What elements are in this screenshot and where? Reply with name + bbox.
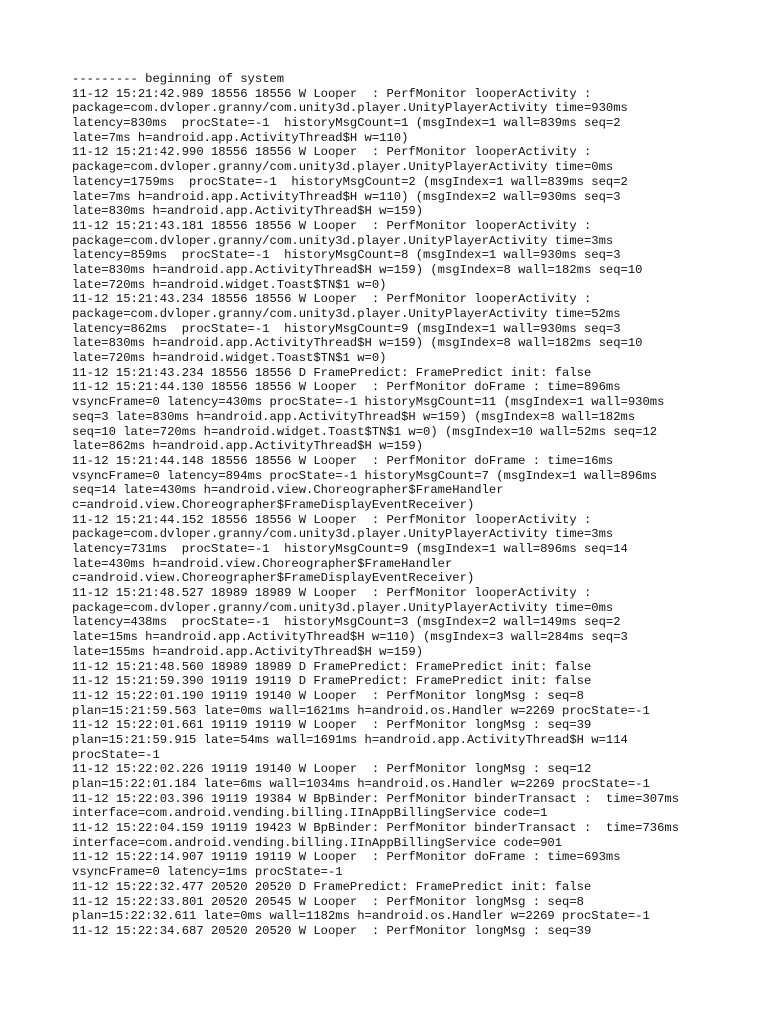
log-line: 11-12 15:21:44.152 18556 18556 W Looper : PerfMonitor looperActivity : [72, 512, 592, 527]
log-line: 11-12 15:22:01.190 19119 19140 W Looper : PerfMonitor longMsg : seq=8 [72, 688, 584, 703]
log-line: package=com.dvloper.granny/com.unity3d.player.UnityPlayerActivity time=0ms [72, 600, 614, 615]
log-line: 11-12 15:22:01.661 19119 19119 W Looper : PerfMonitor longMsg : seq=39 [72, 718, 592, 733]
log-line: 11-12 15:22:02.226 19119 19140 W Looper : PerfMonitor longMsg : seq=12 [72, 762, 592, 777]
log-line: --------- beginning of system [72, 72, 285, 86]
log-line: plan=15:21:59.915 late=54ms wall=1691ms h=android.app.ActivityThread$H w=114 [72, 732, 628, 747]
log-line: 11-12 15:21:43.234 18556 18556 D FramePredict: FramePredict init: false [72, 365, 592, 380]
log-line: late=830ms h=android.app.ActivityThread$H w=159) [72, 204, 424, 219]
log-line: late=830ms h=android.app.ActivityThread$H w=159) (msgIndex=8 wall=182ms seq=10 [72, 262, 643, 277]
log-line: late=862ms h=android.app.ActivityThread$H w=159) [72, 439, 424, 454]
log-line: 11-12 15:21:59.390 19119 19119 D FramePredict: FramePredict init: false [72, 674, 592, 689]
log-line: seq=10 late=720ms h=android.widget.Toast$TN$1 w=0) (msgIndex=10 wall=52ms seq=12 [72, 424, 658, 439]
log-line: package=com.dvloper.granny/com.unity3d.player.UnityPlayerActivity time=3ms [72, 233, 614, 248]
log-line: package=com.dvloper.granny/com.unity3d.player.UnityPlayerActivity time=0ms [72, 160, 614, 175]
log-line: vsyncFrame=0 latency=430ms procState=-1 historyMsgCount=11 (msgIndex=1 wall=930ms [72, 395, 665, 410]
log-line: plan=15:21:59.563 late=0ms wall=1621ms h=android.os.Handler w=2269 procState=-1 [72, 703, 650, 718]
log-line: 11-12 15:21:42.989 18556 18556 W Looper : PerfMonitor looperActivity : [72, 86, 592, 101]
log-line: 11-12 15:22:14.907 19119 19119 W Looper : PerfMonitor doFrame : time=693ms [72, 850, 621, 865]
log-line: vsyncFrame=0 latency=894ms procState=-1 historyMsgCount=7 (msgIndex=1 wall=896ms [72, 468, 658, 483]
log-line: late=7ms h=android.app.ActivityThread$H w=110) [72, 130, 409, 145]
log-line: interface=com.android.vending.billing.IInAppBillingService code=1 [72, 806, 548, 821]
log-line: 11-12 15:21:44.148 18556 18556 W Looper : PerfMonitor doFrame : time=16ms [72, 453, 614, 468]
log-line: 11-12 15:22:04.159 19119 19423 W BpBinder: PerfMonitor binderTransact : time=736ms [72, 821, 680, 836]
log-line: late=15ms h=android.app.ActivityThread$H w=110) (msgIndex=3 wall=284ms seq=3 [72, 630, 628, 645]
log-line: c=android.view.Choreographer$FrameDisplayEventReceiver) [72, 497, 475, 512]
log-line: 11-12 15:21:42.990 18556 18556 W Looper : PerfMonitor looperActivity : [72, 145, 592, 160]
log-line: package=com.dvloper.granny/com.unity3d.player.UnityPlayerActivity time=52ms [72, 307, 621, 321]
log-line: seq=14 late=430ms h=android.view.Choreographer$FrameHandler [72, 483, 504, 498]
log-line: vsyncFrame=0 latency=1ms procState=-1 [72, 865, 343, 880]
log-line: latency=1759ms procState=-1 historyMsgCount=2 (msgIndex=1 wall=839ms seq=2 [72, 174, 628, 189]
log-line: plan=15:22:32.611 late=0ms wall=1182ms h=android.os.Handler w=2269 procState=-1 [72, 909, 650, 924]
log-line: latency=731ms procState=-1 historyMsgCount=9 (msgIndex=1 wall=896ms seq=14 [72, 542, 628, 556]
log-line: latency=859ms procState=-1 historyMsgCount=8 (msgIndex=1 wall=930ms seq=3 [72, 248, 621, 263]
log-line: 11-12 15:22:32.477 20520 20520 D FramePredict: FramePredict init: false [72, 879, 592, 894]
log-line: late=155ms h=android.app.ActivityThread$H w=159) [72, 644, 424, 659]
log-line: package=com.dvloper.granny/com.unity3d.player.UnityPlayerActivity time=930ms [72, 101, 628, 116]
log-line: seq=3 late=830ms h=android.app.ActivityThread$H w=159) (msgIndex=8 wall=182ms [72, 409, 636, 424]
log-line: latency=830ms procState=-1 historyMsgCount=1 (msgIndex=1 wall=839ms seq=2 [72, 116, 621, 131]
log-line: procState=-1 [72, 747, 160, 762]
log-line: interface=com.android.vending.billing.IInAppBillingService code=901 [72, 835, 563, 850]
log-line: 11-12 15:21:43.181 18556 18556 W Looper : PerfMonitor looperActivity : [72, 218, 592, 233]
log-line: 11-12 15:21:43.234 18556 18556 W Looper : PerfMonitor looperActivity : [72, 292, 592, 307]
log-line: latency=862ms procState=-1 historyMsgCount=9 (msgIndex=1 wall=930ms seq=3 [72, 321, 621, 336]
log-line: 11-12 15:22:33.801 20520 20545 W Looper : PerfMonitor longMsg : seq=8 [72, 894, 584, 909]
log-line: late=830ms h=android.app.ActivityThread$H w=159) (msgIndex=8 wall=182ms seq=10 [72, 336, 643, 351]
log-text [72, 72, 762, 939]
log-line: 11-12 15:21:44.130 18556 18556 W Looper : PerfMonitor doFrame : time=896ms [72, 380, 621, 395]
log-line: 11-12 15:21:48.527 18989 18989 W Looper : PerfMonitor looperActivity : [72, 586, 592, 601]
log-line: late=720ms h=android.widget.Toast$TN$1 w=0) [72, 351, 387, 366]
log-line: late=7ms h=android.app.ActivityThread$H w=110) (msgIndex=2 wall=930ms seq=3 [72, 189, 621, 204]
log-line: 11-12 15:22:03.396 19119 19384 W BpBinder: PerfMonitor binderTransact : time=307ms [72, 791, 680, 806]
log-line: package=com.dvloper.granny/com.unity3d.player.UnityPlayerActivity time=3ms [72, 527, 614, 542]
log-line: c=android.view.Choreographer$FrameDisplayEventReceiver) [72, 571, 475, 586]
log-line: 11-12 15:22:34.687 20520 20520 W Looper : PerfMonitor longMsg : seq=39 [72, 923, 592, 938]
log-line: late=430ms h=android.view.Choreographer$FrameHandler [72, 556, 453, 571]
log-line: late=720ms h=android.widget.Toast$TN$1 w=0) [72, 277, 387, 292]
log-line: latency=438ms procState=-1 historyMsgCount=3 (msgIndex=2 wall=149ms seq=2 [72, 615, 621, 630]
log-line: 11-12 15:21:48.560 18989 18989 D FramePredict: FramePredict init: false [72, 659, 592, 674]
log-line: plan=15:22:01.184 late=6ms wall=1034ms h=android.os.Handler w=2269 procState=-1 [72, 777, 650, 791]
